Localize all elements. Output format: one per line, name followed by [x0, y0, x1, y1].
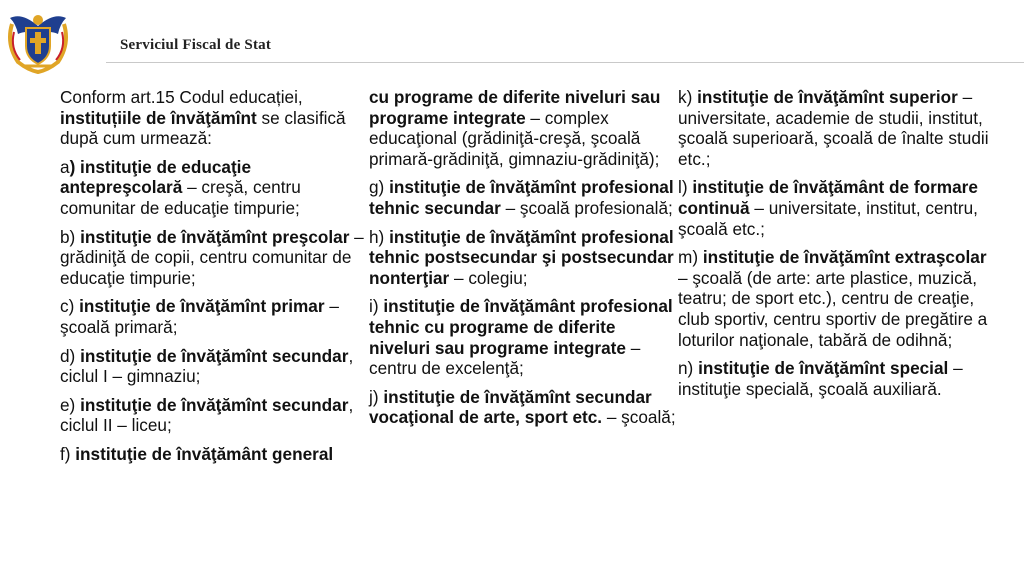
- list-paragraph: [60, 296, 365, 337]
- list-paragraph: [369, 387, 679, 428]
- text-run: h): [369, 226, 390, 247]
- list-paragraph: [60, 87, 365, 149]
- text-run: – colegiu;: [449, 267, 528, 288]
- list-paragraph: [678, 177, 1000, 239]
- list-paragraph: [369, 87, 679, 169]
- list-paragraph: [678, 87, 1000, 169]
- text-run: se clasifică după cum urmează:: [60, 107, 346, 149]
- text-run: , ciclul II – liceu;: [60, 394, 354, 436]
- bold-term: ) instituţie de educaţie antepreşcolară: [60, 156, 252, 198]
- text-run: – instituţie specială, şcoală auxiliară.: [678, 358, 963, 399]
- list-paragraph: [678, 358, 1000, 399]
- slide-header: [0, 0, 1024, 76]
- text-run: j): [369, 386, 384, 407]
- text-run: d): [60, 345, 81, 366]
- text-run: – centru de excelenţă;: [369, 337, 641, 379]
- text-run: l): [678, 177, 693, 198]
- text-run: Conform art.15 Codul educației,: [60, 87, 303, 107]
- list-paragraph: [369, 227, 679, 289]
- bold-term: instituţie de învăţămînt profesional tehnic secundar: [369, 177, 674, 218]
- text-column-3: [678, 87, 1000, 407]
- bold-term: instituţie de învăţământ general: [75, 443, 334, 464]
- bold-term: instituţie de învăţămînt special: [698, 358, 949, 379]
- bold-term: cu programe de diferite niveluri sau programe integrate: [369, 87, 661, 128]
- bold-term: instituţie de învăţămînt secundar: [80, 345, 349, 366]
- text-run: g): [369, 177, 390, 198]
- text-run: b): [60, 226, 81, 247]
- text-run: – şcoală (de arte: arte plastice, muzică, teatru; de sport etc.), centru de creaţie, club sportiv, centru sportiv de pregătire a loturilor naţionale, tabără de odihnă;: [678, 267, 988, 350]
- text-run: m): [678, 247, 703, 268]
- bold-term: instituţie de învăţămînt secundar vocaţional de arte, sport etc.: [369, 386, 652, 428]
- bold-term: instituţie de învăţămînt extraşcolar: [702, 247, 987, 268]
- bold-term: instituţie de învăţămînt preşcolar: [80, 226, 350, 247]
- list-paragraph: [60, 227, 365, 289]
- text-run: – şcoală primară;: [60, 296, 339, 337]
- bold-term: instituțiile de învăţămînt: [60, 107, 257, 128]
- text-run: i): [369, 296, 384, 317]
- text-column-1: [60, 87, 365, 473]
- bold-term: instituţie de învăţământ profesional tehnic cu programe de diferite niveluri sau programe integrate: [369, 296, 673, 358]
- list-paragraph: [60, 395, 365, 436]
- coat-of-arms-icon: [4, 4, 72, 74]
- text-run: n): [678, 358, 699, 379]
- list-paragraph: [678, 247, 1000, 350]
- text-run: – universitate, institut, centru, şcoală etc.;: [678, 197, 978, 239]
- text-run: – şcoală profesională;: [500, 197, 673, 218]
- text-run: – grădiniţă de copii, centru comunitar de educaţie timpurie;: [60, 226, 364, 288]
- text-run: a: [60, 156, 70, 177]
- text-column-2: [369, 87, 679, 436]
- header-divider: [106, 62, 1024, 63]
- bold-term: instituţie de învăţământ de formare continuă: [678, 177, 978, 218]
- text-run: , ciclul I – gimnaziu;: [60, 345, 354, 387]
- list-paragraph: [369, 296, 679, 378]
- list-paragraph: [60, 157, 365, 219]
- bold-term: instituţie de învăţămînt secundar: [80, 394, 349, 415]
- list-paragraph: [369, 177, 679, 218]
- bold-term: instituţie de învăţămînt profesional tehnic postsecundar şi postsecundar nonterţiar: [369, 226, 674, 288]
- bold-term: instituţie de învăţămînt superior: [697, 87, 958, 107]
- text-run: f): [60, 443, 76, 464]
- list-paragraph: [60, 444, 365, 465]
- text-run: – şcoală;: [602, 407, 676, 428]
- bold-term: instituţie de învăţămînt primar: [79, 296, 325, 317]
- text-run: c): [60, 296, 80, 317]
- org-name: Serviciul Fiscal de Stat: [120, 37, 272, 53]
- list-paragraph: [60, 346, 365, 387]
- text-run: – universitate, academie de studii, institut, şcoală superioară, şcoală de înalte studii etc.;: [678, 87, 989, 169]
- text-run: – complex educaţional (grădiniţă-creşă, şcoală primară-grădiniţă, gimnaziu-grădiniţă);: [369, 107, 660, 169]
- text-run: k): [678, 87, 698, 107]
- text-run: – creşă, centru comunitar de educaţie timpurie;: [60, 177, 301, 218]
- text-run: e): [60, 394, 81, 415]
